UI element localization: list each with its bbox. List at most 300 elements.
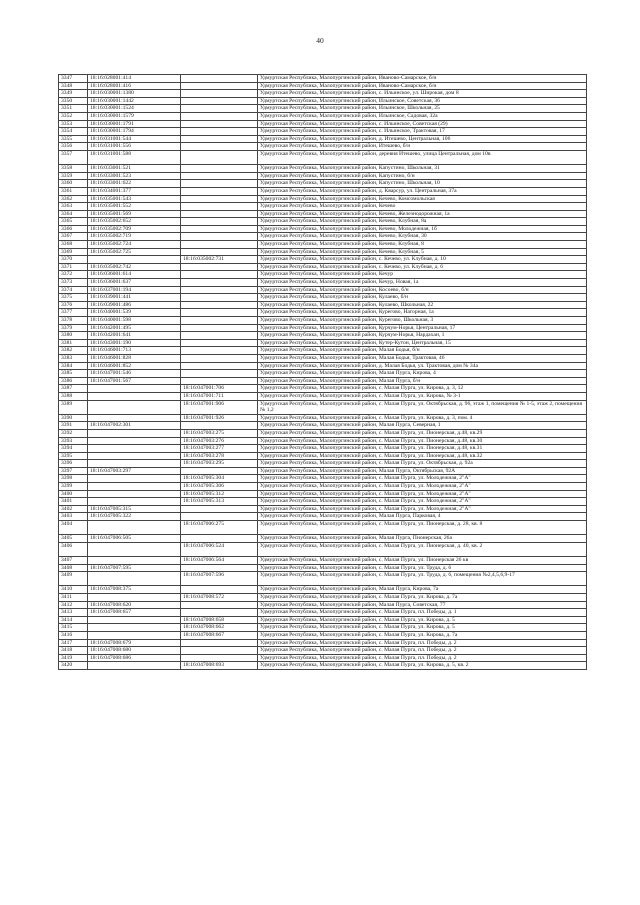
row-number-cell: 3359 — [59, 172, 88, 180]
address-cell: Удмуртская Республика, Малопургинский район, Ильинское, Школьная, 25 — [258, 105, 587, 113]
row-number-cell: 3351 — [59, 105, 88, 113]
row-number-cell: 3397 — [59, 467, 88, 475]
building-cadastral-number-cell — [181, 339, 258, 347]
table-row — [59, 400, 587, 414]
table-row — [59, 475, 587, 483]
address-cell: Удмуртская Республика, Малопургинский район, Кечево, Клубная, 8 — [258, 241, 587, 249]
row-number-cell: 3406 — [59, 542, 88, 556]
table-row — [59, 128, 587, 136]
address-cell: Удмуртская Республика, Малопургинский район, Кулаево, б/н — [258, 294, 587, 302]
building-cadastral-number-cell: 18:16:047008:693 — [181, 662, 258, 670]
land-cadastral-number-cell — [88, 490, 181, 498]
address-cell: Удмуртская Республика, Малопургинский район, с. Кечево, ул. Клубная, д. 10 — [258, 256, 587, 264]
address-cell: Удмуртская Республика, Малопургинский район, Кечур — [258, 271, 587, 279]
building-cadastral-number-cell — [181, 120, 258, 128]
building-cadastral-number-cell: 18:16:047008:658 — [181, 616, 258, 624]
land-cadastral-number-cell — [88, 256, 181, 264]
building-cadastral-number-cell — [181, 601, 258, 609]
table-row — [59, 422, 587, 430]
building-cadastral-number-cell — [181, 294, 258, 302]
row-number-cell: 3367 — [59, 233, 88, 241]
address-cell: Удмуртская Республика, Малопургинский район, Малая Пурга, б/н — [258, 377, 587, 385]
building-cadastral-number-cell — [181, 609, 258, 617]
building-cadastral-number-cell — [181, 105, 258, 113]
row-number-cell: 3361 — [59, 187, 88, 195]
building-cadastral-number-cell — [181, 233, 258, 241]
table-row — [59, 203, 587, 211]
table-row — [59, 90, 587, 98]
address-cell: Удмуртская Республика, Малопургинский район, с. Малая Пурга, ул. Молодежная, 2"А" — [258, 498, 587, 506]
building-cadastral-number-cell — [181, 187, 258, 195]
address-cell: Удмуртская Республика, Малопургинский район, с. Малая Пурга, пл. Победы, д. 2 — [258, 647, 587, 655]
table-row — [59, 143, 587, 151]
address-cell: Удмуртская Республика, Малопургинский район, Кечево, Клубная, 30 — [258, 233, 587, 241]
address-cell: Удмуртская Республика, Малопургинский район, Косоево, б/н — [258, 286, 587, 294]
land-cadastral-number-cell: 18:16:047008:620 — [88, 601, 181, 609]
table-row — [59, 662, 587, 670]
table-row — [59, 105, 587, 113]
land-cadastral-number-cell — [88, 483, 181, 491]
row-number-cell: 3371 — [59, 263, 88, 271]
row-number-cell: 3413 — [59, 609, 88, 617]
address-cell: Удмуртская Республика, Малопургинский район, с. Малая Пурга, ул. Молодежная, 2"А" — [258, 475, 587, 483]
building-cadastral-number-cell — [181, 75, 258, 83]
building-cadastral-number-cell — [181, 218, 258, 226]
building-cadastral-number-cell — [181, 309, 258, 317]
table-row — [59, 180, 587, 188]
table-row — [59, 172, 587, 180]
building-cadastral-number-cell — [181, 150, 258, 164]
row-number-cell: 3382 — [59, 347, 88, 355]
row-number-cell: 3409 — [59, 572, 88, 586]
registry-table — [58, 74, 587, 670]
table-row — [59, 309, 587, 317]
address-cell: Удмуртская Республика, Малопургинский район, Капустино, б/н — [258, 172, 587, 180]
row-number-cell: 3353 — [59, 120, 88, 128]
table-row — [59, 557, 587, 565]
building-cadastral-number-cell — [181, 513, 258, 521]
table-row — [59, 429, 587, 437]
table-row — [59, 609, 587, 617]
building-cadastral-number-cell — [181, 195, 258, 203]
address-cell: Удмуртская Республика, Малопургинский район, Малая Пурга, Кирова, 4 — [258, 370, 587, 378]
row-number-cell: 3401 — [59, 498, 88, 506]
row-number-cell: 3408 — [59, 564, 88, 572]
table-row — [59, 616, 587, 624]
address-cell: Удмуртская Республика, Малопургинский район, с. Кечево, ул. Клубная, д. 6 — [258, 263, 587, 271]
address-cell: Удмуртская Республика, Малопургинский район, с. Малая Пурга, ул. Пионерская, д.48, кв.31 — [258, 445, 587, 453]
row-number-cell: 3396 — [59, 460, 88, 468]
table-row — [59, 339, 587, 347]
building-cadastral-number-cell: 18:16:047008:572 — [181, 593, 258, 601]
table-row — [59, 332, 587, 340]
land-cadastral-number-cell: 18:16:042001:495 — [88, 324, 181, 332]
building-cadastral-number-cell — [181, 241, 258, 249]
building-cadastral-number-cell: 18:16:047008:662 — [181, 624, 258, 632]
land-cadastral-number-cell: 18:16:046001:713 — [88, 347, 181, 355]
land-cadastral-number-cell — [88, 624, 181, 632]
table-row — [59, 437, 587, 445]
address-cell: Удмуртская Республика, Малопургинский район, Малая Пурга, Северная, 1 — [258, 422, 587, 430]
row-number-cell: 3377 — [59, 309, 88, 317]
table-row — [59, 498, 587, 506]
address-cell: Удмуртская Республика, Малопургинский район, Капустино, Школьная, 10 — [258, 180, 587, 188]
table-row — [59, 286, 587, 294]
table-row — [59, 279, 587, 287]
building-cadastral-number-cell — [181, 362, 258, 370]
address-cell: Удмуртская Республика, Малопургинский район, с. Малая Пурга, ул. Пионерская, д.48, кв.30 — [258, 437, 587, 445]
table-row — [59, 535, 587, 543]
address-cell: Удмуртская Республика, Малопургинский район, Кечево — [258, 203, 587, 211]
row-number-cell: 3391 — [59, 422, 88, 430]
address-cell: Удмуртская Республика, Малопургинский район, Кечево, Железнодорожная, 1а — [258, 210, 587, 218]
building-cadastral-number-cell — [181, 324, 258, 332]
address-cell: Удмуртская Республика, Малопургинский район, деревня Итешево, улица Центральная, дом 10в — [258, 150, 587, 164]
row-number-cell: 3394 — [59, 445, 88, 453]
row-number-cell: 3412 — [59, 601, 88, 609]
table-row — [59, 210, 587, 218]
land-cadastral-number-cell: 18:16:035002:742 — [88, 263, 181, 271]
table-row — [59, 263, 587, 271]
row-number-cell: 3417 — [59, 639, 88, 647]
building-cadastral-number-cell — [181, 128, 258, 136]
land-cadastral-number-cell: 18:16:046001:828 — [88, 354, 181, 362]
land-cadastral-number-cell: 18:16:036001:614 — [88, 271, 181, 279]
land-cadastral-number-cell: 18:16:047008:679 — [88, 639, 181, 647]
building-cadastral-number-cell — [181, 564, 258, 572]
address-cell: Удмуртская Республика, Малопургинский район, д. Итешево, Центральная, 106 — [258, 135, 587, 143]
address-cell: Удмуртская Республика, Малопургинский район, Малая Бодья, Трактовая, 46 — [258, 354, 587, 362]
address-cell: Удмуртская Республика, Малопургинский район, Кутер-Кутон, Центральная, 15 — [258, 339, 587, 347]
building-cadastral-number-cell: 18:16:047003:295 — [181, 460, 258, 468]
row-number-cell: 3375 — [59, 294, 88, 302]
row-number-cell: 3350 — [59, 97, 88, 105]
row-number-cell: 3358 — [59, 165, 88, 173]
land-cadastral-number-cell — [88, 662, 181, 670]
address-cell: Удмуртская Республика, Малопургинский район, с. Малая Пурга, ул. Пионерская, д.48, кв.29 — [258, 429, 587, 437]
land-cadastral-number-cell: 18:16:030001:1442 — [88, 97, 181, 105]
address-cell: Удмуртская Республика, Малопургинский район, с. Малая Пурга, ул. Кирова, д. 5 — [258, 624, 587, 632]
table-row — [59, 150, 587, 164]
table-row — [59, 564, 587, 572]
row-number-cell: 3395 — [59, 452, 88, 460]
address-cell: Удмуртская Республика, Малопургинский район, Малая Пурга, Пионерская, 26а — [258, 535, 587, 543]
table-row — [59, 165, 587, 173]
building-cadastral-number-cell — [181, 467, 258, 475]
land-cadastral-number-cell: 18:16:047008:686 — [88, 654, 181, 662]
building-cadastral-number-cell — [181, 143, 258, 151]
land-cadastral-number-cell — [88, 572, 181, 586]
land-cadastral-number-cell: 18:16:046001:852 — [88, 362, 181, 370]
table-row — [59, 513, 587, 521]
building-cadastral-number-cell — [181, 135, 258, 143]
table-row — [59, 647, 587, 655]
address-cell: Удмуртская Республика, Малопургинский район, Иваново-Самарское, б/н — [258, 75, 587, 83]
land-cadastral-number-cell: 18:16:042001:641 — [88, 332, 181, 340]
address-cell: Удмуртская Республика, Малопургинский район, с. Малая Пурга, ул. Кирова, д. 7а — [258, 631, 587, 639]
address-cell: Удмуртская Республика, Малопургинский район, Курчум-Норья, Центральная, 17 — [258, 324, 587, 332]
building-cadastral-number-cell — [181, 639, 258, 647]
table-row — [59, 354, 587, 362]
table-row — [59, 218, 587, 226]
row-number-cell: 3388 — [59, 392, 88, 400]
table-row — [59, 233, 587, 241]
land-cadastral-number-cell: 18:16:047005:315 — [88, 505, 181, 513]
row-number-cell: 3419 — [59, 654, 88, 662]
building-cadastral-number-cell: 18:16:047008:667 — [181, 631, 258, 639]
land-cadastral-number-cell — [88, 452, 181, 460]
row-number-cell: 3348 — [59, 82, 88, 90]
building-cadastral-number-cell — [181, 263, 258, 271]
table-row — [59, 75, 587, 83]
building-cadastral-number-cell: 18:16:047007:596 — [181, 572, 258, 586]
address-cell: Удмуртская Республика, Малопургинский район, с. Малая Пурга, ул. Пионерская, д. 40, кв. 2 — [258, 542, 587, 556]
building-cadastral-number-cell: 18:16:047005:313 — [181, 498, 258, 506]
row-number-cell: 3352 — [59, 112, 88, 120]
address-cell: Удмуртская Республика, Малопургинский район, Иваново-Самарское, б/н — [258, 82, 587, 90]
row-number-cell: 3381 — [59, 339, 88, 347]
building-cadastral-number-cell: 18:16:047003:275 — [181, 429, 258, 437]
table-row — [59, 225, 587, 233]
table-row — [59, 505, 587, 513]
address-cell: Удмуртская Республика, Малопургинский район, Кечево, Комсомольская — [258, 195, 587, 203]
row-number-cell: 3364 — [59, 210, 88, 218]
row-number-cell: 3362 — [59, 195, 88, 203]
row-number-cell: 3360 — [59, 180, 88, 188]
address-cell: Удмуртская Республика, Малопургинский район, с. Малая Пурга, ул. Пионерская, д.48, кв.32 — [258, 452, 587, 460]
row-number-cell: 3356 — [59, 143, 88, 151]
row-number-cell: 3386 — [59, 377, 88, 385]
land-cadastral-number-cell: 18:16:035001:543 — [88, 195, 181, 203]
row-number-cell: 3416 — [59, 631, 88, 639]
building-cadastral-number-cell — [181, 203, 258, 211]
row-number-cell: 3347 — [59, 75, 88, 83]
table-row — [59, 120, 587, 128]
row-number-cell: 3410 — [59, 586, 88, 594]
building-cadastral-number-cell — [181, 82, 258, 90]
building-cadastral-number-cell: 18:16:035002:731 — [181, 256, 258, 264]
building-cadastral-number-cell — [181, 332, 258, 340]
address-cell: Удмуртская Республика, Малопургинский район, Малая Пурга, Советская, 77 — [258, 601, 587, 609]
row-number-cell: 3387 — [59, 385, 88, 393]
table-row — [59, 187, 587, 195]
land-cadastral-number-cell — [88, 616, 181, 624]
table-row — [59, 392, 587, 400]
building-cadastral-number-cell — [181, 301, 258, 309]
table-row — [59, 317, 587, 325]
land-cadastral-number-cell: 18:16:047007:595 — [88, 564, 181, 572]
table-row — [59, 112, 587, 120]
land-cadastral-number-cell: 18:16:034001:377 — [88, 187, 181, 195]
building-cadastral-number-cell: 18:16:047006:524 — [181, 542, 258, 556]
table-row — [59, 631, 587, 639]
building-cadastral-number-cell — [181, 654, 258, 662]
table-row — [59, 377, 587, 385]
land-cadastral-number-cell — [88, 400, 181, 414]
address-cell: Удмуртская Республика, Малопургинский район, с. Малая Пурга, ул. Кирова, д. 7а — [258, 593, 587, 601]
land-cadastral-number-cell: 18:16:047006:505 — [88, 535, 181, 543]
building-cadastral-number-cell — [181, 535, 258, 543]
table-row — [59, 586, 587, 594]
table-row — [59, 324, 587, 332]
row-number-cell: 3376 — [59, 301, 88, 309]
row-number-cell: 3392 — [59, 429, 88, 437]
building-cadastral-number-cell: 18:16:047001:926 — [181, 414, 258, 422]
row-number-cell: 3389 — [59, 400, 88, 414]
land-cadastral-number-cell: 18:16:035002:652 — [88, 218, 181, 226]
land-cadastral-number-cell: 18:16:047008:657 — [88, 609, 181, 617]
table-row — [59, 460, 587, 468]
row-number-cell: 3405 — [59, 535, 88, 543]
row-number-cell: 3373 — [59, 279, 88, 287]
row-number-cell: 3363 — [59, 203, 88, 211]
table-row — [59, 542, 587, 556]
building-cadastral-number-cell — [181, 354, 258, 362]
land-cadastral-number-cell: 18:16:028001:416 — [88, 82, 181, 90]
land-cadastral-number-cell — [88, 437, 181, 445]
land-cadastral-number-cell: 18:16:035002:725 — [88, 248, 181, 256]
address-cell: Удмуртская Республика, Малопургинский район, Кечево, Клубная, 5 — [258, 248, 587, 256]
address-cell: Удмуртская Республика, Малопургинский район, Ильинское, Садовая, 32а — [258, 112, 587, 120]
land-cadastral-number-cell: 18:16:035002:719 — [88, 233, 181, 241]
address-cell: Удмуртская Республика, Малопургинский район, с. Малая Пурга, ул. Молодежная, 2"А" — [258, 505, 587, 513]
address-cell: Удмуртская Республика, Малопургинский район, с. Ильинское, Советская (29) — [258, 120, 587, 128]
land-cadastral-number-cell: 18:16:031001:544 — [88, 135, 181, 143]
building-cadastral-number-cell — [181, 248, 258, 256]
building-cadastral-number-cell — [181, 370, 258, 378]
address-cell: Удмуртская Республика, Малопургинский район, с. Малая Пурга, ул. Молодежная, 2"А" — [258, 483, 587, 491]
land-cadastral-number-cell: 18:16:035002:709 — [88, 225, 181, 233]
land-cadastral-number-cell — [88, 631, 181, 639]
address-cell: Удмуртская Республика, Малопургинский район, Малая Пурга, Кирова, 7а — [258, 586, 587, 594]
building-cadastral-number-cell — [181, 377, 258, 385]
building-cadastral-number-cell: 18:16:047003:278 — [181, 452, 258, 460]
address-cell: Удмуртская Республика, Малопургинский район, с. Ильинское, ул. Широкая, дом 8 — [258, 90, 587, 98]
building-cadastral-number-cell — [181, 505, 258, 513]
table-row — [59, 521, 587, 535]
row-number-cell: 3418 — [59, 647, 88, 655]
building-cadastral-number-cell — [181, 647, 258, 655]
row-number-cell: 3357 — [59, 150, 88, 164]
row-number-cell: 3420 — [59, 662, 88, 670]
table-row — [59, 241, 587, 249]
land-cadastral-number-cell — [88, 460, 181, 468]
row-number-cell: 3399 — [59, 483, 88, 491]
table-row — [59, 256, 587, 264]
land-cadastral-number-cell — [88, 385, 181, 393]
row-number-cell: 3354 — [59, 128, 88, 136]
table-row — [59, 370, 587, 378]
table-row — [59, 639, 587, 647]
land-cadastral-number-cell — [88, 392, 181, 400]
address-cell: Удмуртская Республика, Малопургинский район, Ильинское, Советская, 36 — [258, 97, 587, 105]
building-cadastral-number-cell — [181, 180, 258, 188]
table-row — [59, 624, 587, 632]
row-number-cell: 3383 — [59, 354, 88, 362]
land-cadastral-number-cell: 18:16:028001:414 — [88, 75, 181, 83]
building-cadastral-number-cell — [181, 90, 258, 98]
land-cadastral-number-cell: 18:16:033001:622 — [88, 180, 181, 188]
address-cell: Удмуртская Республика, Малопургинский район, с. Ильинское, Трактовая, 17 — [258, 128, 587, 136]
row-number-cell: 3374 — [59, 286, 88, 294]
table-row — [59, 82, 587, 90]
address-cell: Удмуртская Республика, Малопургинский район, Малая Бодья, б/н — [258, 347, 587, 355]
land-cadastral-number-cell — [88, 498, 181, 506]
row-number-cell: 3366 — [59, 225, 88, 233]
land-cadastral-number-cell: 18:16:036001:637 — [88, 279, 181, 287]
table-row — [59, 601, 587, 609]
building-cadastral-number-cell: 18:16:047001:711 — [181, 392, 258, 400]
row-number-cell: 3402 — [59, 505, 88, 513]
land-cadastral-number-cell: 18:16:035002:724 — [88, 241, 181, 249]
address-cell: Удмуртская Республика, Малопургинский район, с. Малая Пурга, ул. Кирова, д. 5 — [258, 616, 587, 624]
row-number-cell: 3407 — [59, 557, 88, 565]
row-number-cell: 3404 — [59, 521, 88, 535]
land-cadastral-number-cell — [88, 521, 181, 535]
table-row — [59, 572, 587, 586]
row-number-cell: 3365 — [59, 218, 88, 226]
land-cadastral-number-cell: 18:16:039001:486 — [88, 301, 181, 309]
row-number-cell: 3368 — [59, 241, 88, 249]
land-cadastral-number-cell: 18:16:043001:190 — [88, 339, 181, 347]
address-cell: Удмуртская Республика, Малопургинский район, Кулаево, Школьная, 22 — [258, 301, 587, 309]
land-cadastral-number-cell: 18:16:033001:523 — [88, 172, 181, 180]
land-cadastral-number-cell: 18:16:039001:441 — [88, 294, 181, 302]
land-cadastral-number-cell — [88, 475, 181, 483]
table-row — [59, 97, 587, 105]
row-number-cell: 3379 — [59, 324, 88, 332]
land-cadastral-number-cell: 18:16:040001:539 — [88, 309, 181, 317]
row-number-cell: 3355 — [59, 135, 88, 143]
building-cadastral-number-cell — [181, 347, 258, 355]
row-number-cell: 3411 — [59, 593, 88, 601]
row-number-cell: 3385 — [59, 370, 88, 378]
land-cadastral-number-cell: 18:16:030001:1524 — [88, 105, 181, 113]
row-number-cell: 3349 — [59, 90, 88, 98]
row-number-cell: 3414 — [59, 616, 88, 624]
address-cell: Удмуртская Республика, Малопургинский район, д. Малая Бодья, ул. Трактовая, дом № 34а — [258, 362, 587, 370]
building-cadastral-number-cell: 18:16:047006:564 — [181, 557, 258, 565]
building-cadastral-number-cell: 18:16:047005:306 — [181, 483, 258, 491]
row-number-cell: 3390 — [59, 414, 88, 422]
building-cadastral-number-cell — [181, 112, 258, 120]
land-cadastral-number-cell: 18:16:047005:322 — [88, 513, 181, 521]
table-row — [59, 385, 587, 393]
land-cadastral-number-cell: 18:16:030001:1791 — [88, 120, 181, 128]
table-row — [59, 301, 587, 309]
address-cell: Удмуртская Республика, Малопургинский район, с. Малая Пурга, ул. Пионерская 26 кв — [258, 557, 587, 565]
building-cadastral-number-cell: 18:16:047005:312 — [181, 490, 258, 498]
land-cadastral-number-cell — [88, 557, 181, 565]
address-cell: Удмуртская Республика, Малопургинский район, с. Малая Пурга, ул. Октябрьская, д. 92а — [258, 460, 587, 468]
address-cell: Удмуртская Республика, Малопургинский район, Курегово, Школьная, 3 — [258, 317, 587, 325]
building-cadastral-number-cell — [181, 97, 258, 105]
building-cadastral-number-cell — [181, 286, 258, 294]
row-number-cell: 3378 — [59, 317, 88, 325]
address-cell: Удмуртская Республика, Малопургинский район, Капустино, Школьная, 31 — [258, 165, 587, 173]
building-cadastral-number-cell: 18:16:047003:276 — [181, 437, 258, 445]
address-cell: Удмуртская Республика, Малопургинский район, с. Малая Пурга, ул. Молодежная, 2"А" — [258, 490, 587, 498]
address-cell: Удмуртская Республика, Малопургинский район, Курчум-Норья, Нардахан, 1 — [258, 332, 587, 340]
table-row — [59, 362, 587, 370]
row-number-cell: 3393 — [59, 437, 88, 445]
address-cell: Удмуртская Республика, Малопургинский район, д. Кварсур, ул. Центральная, 37а — [258, 187, 587, 195]
building-cadastral-number-cell — [181, 317, 258, 325]
address-cell: Удмуртская Республика, Малопургинский район, Кечево, Клубная, 8а — [258, 218, 587, 226]
land-cadastral-number-cell: 18:16:040001:598 — [88, 317, 181, 325]
land-cadastral-number-cell: 18:16:047008:680 — [88, 647, 181, 655]
page-number: 40 — [316, 36, 324, 45]
